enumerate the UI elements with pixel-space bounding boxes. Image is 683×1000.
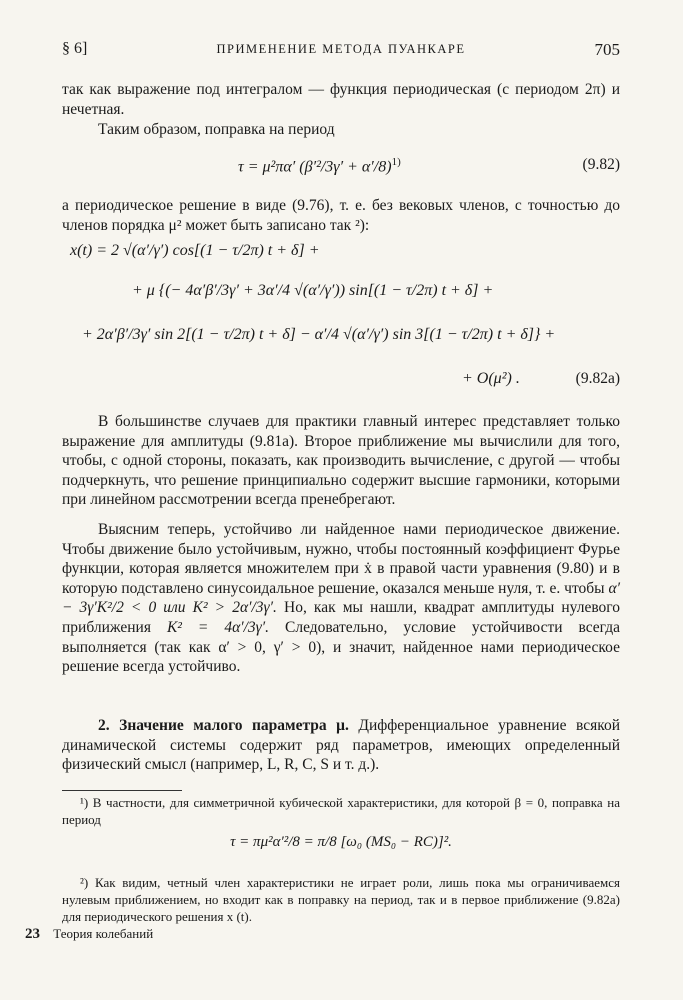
footnote-rule: [62, 790, 182, 791]
subsection-heading: 2. Значение малого параметра μ.: [98, 717, 349, 734]
footnote-1-formula: τ = πμ²α′²/8 = π/8 [ω₀ (MS₀ − RC)]².: [230, 834, 452, 850]
signature-number: 23: [25, 926, 40, 942]
footnote-2: ²) Как видим, четный член характеристики не играет роли, лишь пока мы ограничиваемся нулевым приближением, но входит как в поправку на период, так и в первое приближение (9.82а) для периодического решения x (t).: [62, 875, 620, 924]
paragraph-4: В большинстве случаев для практики главный интерес представляет только выражение для амплитуды (9.81а). Второе приближение мы вычислили для того, чтобы, с одной стороны, показать, как производить вычисление, с другой — чтобы подчеркнуть, что решение принципиально содержит высшие гармоники, которыми при линейном рассмотрении всегда пренебрегают.: [62, 413, 620, 509]
footnote-mark-1: 1): [391, 156, 401, 168]
equation-9-82a-line-4: + O(μ²) .: [462, 370, 520, 387]
equation-number: (9.82a): [575, 370, 620, 387]
page-number: 705: [594, 40, 620, 59]
paragraph-3: а периодическое решение в виде (9.76), т. е. без вековых членов, с точностью до членов порядка μ² может быть записано так ²):: [62, 197, 620, 234]
paragraph-5: Выясним теперь, устойчиво ли найденное нами периодическое движение. Чтобы движение было устойчивым, нужно, чтобы постоянный коэффициент Фурье функции, которая является множителем при ẋ в правой части уравнения (9.80) и в которую подставлено синусоидальное решение, оказался меньше нуля, т. е. чтобы α′ − 3γ′K²/2 < 0 или K² > 2α′/3γ′. Но, как мы нашли, квадрат амплитуды нулевого приближения K² = 4α′/3γ′. Следовательно, условие устойчивости всегда выполняется (так как α′ > 0, γ′ > 0), и значит, найденное нами периодическое решение всегда устойчиво.: [62, 521, 621, 676]
amplitude-squared: K² = 4α′/3γ′.: [166, 618, 270, 636]
equation-number: (9.82): [582, 156, 620, 173]
equation-9-82a-line-3: + 2α′β′/3γ′ sin 2[(1 − τ/2π) t + δ] − α′/4 √(α′/γ′) sin 3[(1 − τ/2π) t + δ]} +: [82, 326, 556, 343]
book-page: [62, 36, 620, 986]
equation-9-82: [62, 148, 620, 188]
equation-9-82-body: τ = μ²πα′ $(\beta'^2/3\gamma' + \alpha'/8)^{1)}$: [238, 156, 401, 176]
stability-condition: α′ − 3γ′K²/2 < 0 или K² > 2α′/3γ′.: [62, 579, 621, 617]
paragraph-6: 2. Значение малого параметра μ. Дифференциальное уравнение всякой динамической системы содержит ряд параметров, имеющих определенный физический смысл (например, L, R, C, S и т. д.).: [62, 717, 621, 774]
chapter-title: ПРИМЕНЕНИЕ МЕТОДА ПУАНКАРЕ: [216, 42, 466, 56]
paragraph-1: так как выражение под интегралом — функция периодическая (с периодом 2π) и нечетная.: [62, 81, 620, 118]
running-header: [62, 40, 620, 64]
signature-text: Теория колебаний: [53, 926, 154, 941]
paragraph-2: Таким образом, поправка на период: [98, 121, 335, 138]
equation-9-82a-line-1: x(t) = 2 √(α′/γ′) cos[(1 − τ/2π) t + δ] +: [70, 242, 320, 259]
equation-9-82a-line-2: + μ {(− 4α′β′/3γ′ + 3α′/4 √(α′/γ′)) sin[(1 − τ/2π) t + δ] +: [132, 282, 494, 299]
printer-signature: [25, 926, 153, 943]
footnote-1: ¹) В частности, для симметричной кубической характеристики, для которой β = 0, поправка на период τ = πμ²α′²/8 = π/8 [ω₀ (MS₀ − RC)]².: [62, 795, 620, 850]
equation-9-82a: [62, 242, 620, 402]
section-ref: § 6]: [62, 40, 88, 57]
